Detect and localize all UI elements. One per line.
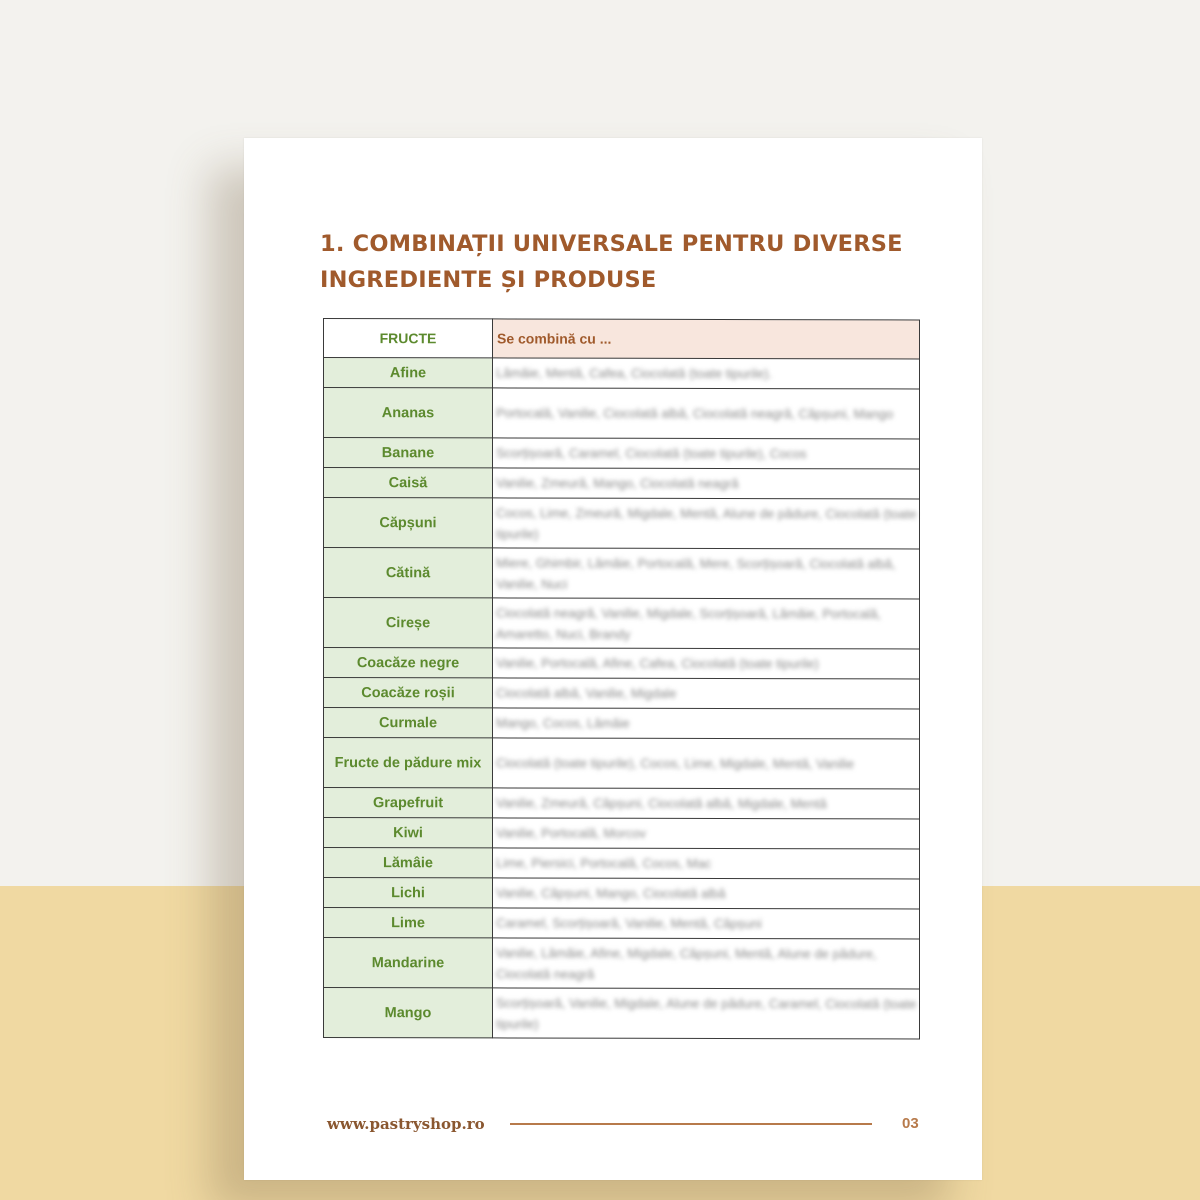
pairing-cell — [493, 988, 920, 1039]
fruit-cell: Kiwi — [324, 818, 493, 848]
footer-website: www.pastryshop.ro — [327, 1115, 485, 1133]
fruit-cell: Fructe de pădure mix — [324, 738, 493, 788]
fruit-cell: Lămâie — [324, 848, 493, 878]
table-row — [324, 708, 920, 739]
pairing-cell — [493, 648, 920, 679]
pairing-text: Ciocolată albă, Vanilie, Migdale — [496, 685, 677, 701]
table-row — [324, 938, 920, 989]
pairing-cell — [493, 708, 920, 739]
fruit-cell: Căpșuni — [324, 498, 493, 548]
fruit-cell: Lichi — [324, 878, 493, 908]
pairing-text: Vanilie, Portocală, Afine, Cafea, Ciocolată (toate tipurile) — [496, 655, 819, 672]
pairing-cell — [493, 358, 920, 389]
table-row — [324, 598, 920, 649]
pairing-cell — [493, 938, 920, 989]
pairing-text: Mango, Cocos, Lămâie — [496, 715, 630, 731]
fruit-cell: Lime — [324, 908, 493, 938]
table-row — [324, 438, 920, 469]
pairing-text: Ciocolată (toate tipurile), Cocos, Lime, Migdale, Mentă, Vanilie — [496, 755, 855, 772]
fruit-cell: Mandarine — [324, 938, 493, 988]
fruit-cell: Cireșe — [324, 598, 493, 648]
fruit-cell: Mango — [324, 988, 493, 1038]
footer-divider — [510, 1123, 872, 1125]
pairing-cell — [493, 678, 920, 709]
pairing-text: Ciocolată neagră, Vanilie, Migdale, Scorțișoară, Lămâie, Portocală, Amaretto, Nuci, Brandy — [496, 604, 881, 642]
table-row — [324, 388, 920, 439]
table-row — [324, 648, 920, 679]
fruit-cell: Ananas — [324, 388, 493, 438]
pairing-cell — [493, 548, 920, 599]
table-row — [324, 988, 920, 1039]
pairing-text: Lime, Piersici, Portocală, Cocos, Mac — [496, 855, 712, 871]
pairing-cell — [493, 498, 920, 549]
pairing-text: Portocală, Vanilie, Ciocolată albă, Ciocolată neagră, Căpșuni, Mango — [496, 405, 894, 422]
fruit-cell: Coacăze negre — [324, 648, 493, 678]
table-row — [324, 358, 920, 389]
pairing-text: Vanilie, Lămâie, Afine, Migdale, Căpșuni, Mentă, Alune de pădure, Ciocolată neagră — [496, 944, 877, 982]
pairing-cell — [493, 848, 920, 879]
pairing-cell — [493, 738, 920, 789]
pairing-cell — [493, 878, 920, 909]
pairing-text: Caramel, Scorțișoară, Vanilie, Mentă, Căpșuni — [496, 915, 762, 932]
table-body — [324, 358, 920, 1039]
table-row — [324, 738, 920, 789]
pairing-text: Vanilie, Zmeură, Căpșuni, Ciocolată albă, Migdale, Mentă — [496, 795, 827, 812]
fruit-cell: Coacăze roșii — [324, 678, 493, 708]
page-title-line2: INGREDIENTE ȘI PRODUSE — [320, 267, 657, 293]
pairing-text: Vanilie, Căpșuni, Mango, Ciocolată albă — [496, 885, 726, 901]
pairing-text: Lămâie, Mentă, Cafea, Ciocolată (toate tipurile). — [496, 365, 773, 382]
pairing-text: Vanilie, Zmeură, Mango, Ciocolată neagră — [496, 475, 739, 492]
pairing-cell — [493, 818, 920, 849]
pairings-table — [323, 318, 920, 1039]
fruit-cell: Caisă — [324, 468, 493, 498]
header-fruits: FRUCTE — [324, 319, 493, 358]
fruit-cell: Banane — [324, 438, 493, 468]
table-header-row — [324, 319, 920, 359]
pairing-cell — [493, 438, 920, 469]
fruit-cell: Curmale — [324, 708, 493, 738]
table-row — [324, 818, 920, 849]
pairing-text: Scorțișoară, Vanilie, Migdale, Alune de pădure, Caramel, Ciocolată (toate tipurile) — [496, 994, 917, 1032]
pairing-text: Cocos, Lime, Zmeură, Migdale, Mentă, Alune de pădure, Ciocolată (toate tipurile) — [496, 504, 917, 542]
page-number: 03 — [902, 1115, 919, 1132]
table-row — [324, 548, 920, 599]
table-row — [324, 908, 920, 939]
pairing-cell — [493, 908, 920, 939]
fruit-cell: Grapefruit — [324, 788, 493, 818]
page-title — [320, 226, 920, 298]
table-row — [324, 788, 920, 819]
pairing-cell — [493, 788, 920, 819]
table-row — [324, 678, 920, 709]
pairing-text: Scorțișoară, Caramel, Ciocolată (toate tipurile), Cocos — [496, 445, 807, 462]
pairing-cell — [493, 388, 920, 439]
table-row — [324, 498, 920, 549]
table-row — [324, 468, 920, 499]
fruit-cell: Cătină — [324, 548, 493, 598]
pairing-cell — [493, 468, 920, 499]
page-title-line1: 1. COMBINAȚII UNIVERSALE PENTRU DIVERSE — [320, 231, 903, 257]
document-page — [244, 138, 982, 1180]
pairing-text: Miere, Ghimbir, Lămâie, Portocală, Mere, Scorțișoară, Ciocolată albă, Vanilie, Nuci — [496, 554, 896, 592]
pairing-text: Vanilie, Portocală, Morcov — [496, 825, 647, 841]
header-combines-with: Se combină cu ... — [493, 319, 920, 359]
table-row — [324, 878, 920, 909]
fruit-cell: Afine — [324, 358, 493, 388]
pairing-cell — [493, 598, 920, 649]
table-row — [324, 848, 920, 879]
